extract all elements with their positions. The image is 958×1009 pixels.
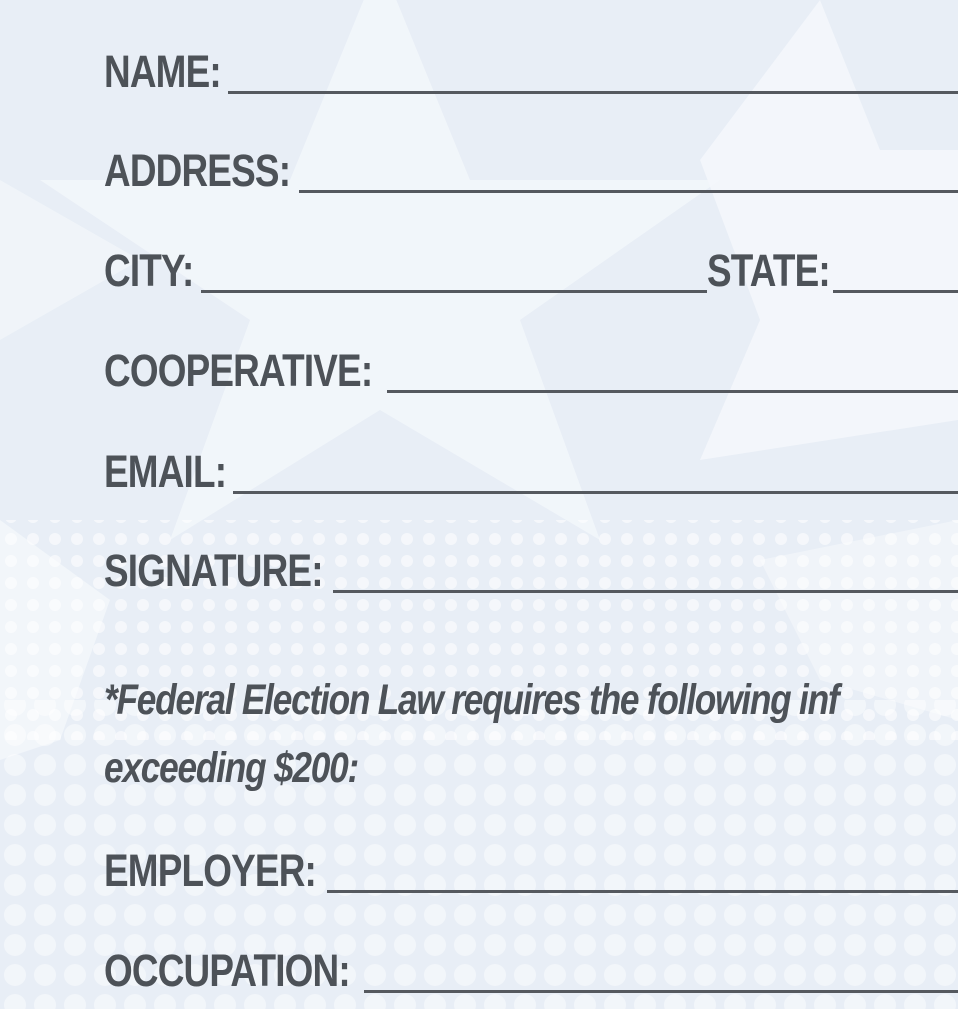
name-label: NAME: [104,46,221,97]
signature-line[interactable] [333,590,958,593]
city-line[interactable] [201,290,707,293]
field-signature [104,537,958,596]
field-employer [104,837,958,896]
field-name [104,38,958,97]
field-city-state [104,237,958,296]
cooperative-line[interactable] [387,390,958,393]
cooperative-label: COOPERATIVE: [104,345,373,396]
federal-election-note [104,666,842,802]
state-label: STATE: [707,245,831,296]
field-address [104,137,958,196]
city-label: CITY: [104,245,194,296]
state-line[interactable] [833,290,958,293]
note-line-2: exceeding $200: [104,744,358,792]
email-label: EMAIL: [104,446,227,497]
field-cooperative [104,337,958,396]
employer-label: EMPLOYER: [104,845,316,896]
address-line[interactable] [299,190,958,193]
employer-line[interactable] [327,890,958,893]
field-email [104,438,958,497]
name-line[interactable] [228,91,958,94]
field-occupation [104,937,958,996]
occupation-label: OCCUPATION: [104,945,350,996]
signature-label: SIGNATURE: [104,545,323,596]
note-line-1: *Federal Election Law requires the following inf [104,676,839,724]
email-line[interactable] [233,491,958,494]
address-label: ADDRESS: [104,145,291,196]
occupation-line[interactable] [364,990,958,993]
